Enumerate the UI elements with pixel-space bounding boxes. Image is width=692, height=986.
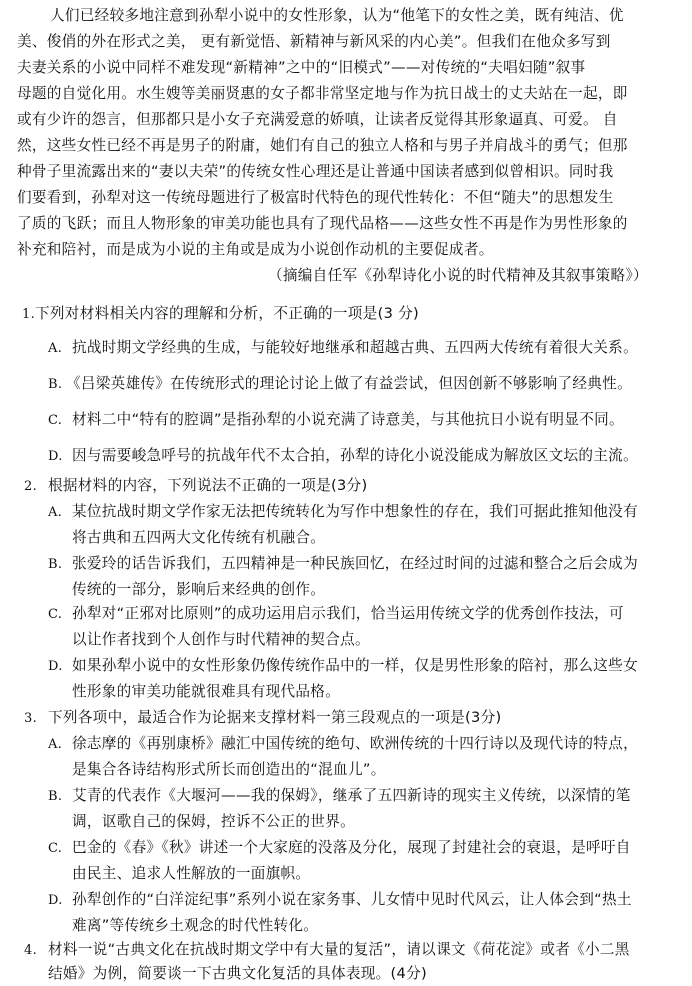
option-d-continued: 难离”等传统乡土观念的时代性转化。 (72, 917, 319, 934)
option-label: A. (48, 737, 63, 752)
option-c (48, 604, 624, 625)
question-stem (24, 476, 367, 497)
option-text: 《吕梁英雄传》在传统形式的理论讨论上做了有益尝试，但因创新不够影响了经典性。 (66, 375, 632, 392)
passage-line: 种骨子里流露出来的“妻以夫荣”的传统女性心理还是让普通中国读者感到似曾相识。同时我 (17, 163, 614, 180)
option-label: D. (48, 659, 63, 674)
option-text: 孙犁对“正邪对比原则”的成功运用启示我们，恰当运用传统文学的优秀创作技法，可 (72, 605, 624, 622)
passage-line: 补充和陪衬，而是成为小说的主角或是成为小说创作动机的主要促成者。 (17, 241, 494, 258)
option-b (48, 374, 632, 395)
option-label: A. (48, 505, 63, 520)
option-text: 抗战时期文学经典的生成，与能较好地继承和超越古典、五四两大传统有着很大关系。 (72, 339, 638, 356)
option-text: 孙犁创作的“白洋淀纪事”系列小说在家务事、儿女情中见时代风云，让人体会到“热土 (72, 891, 632, 908)
option-label: C. (48, 841, 63, 856)
option-a (48, 734, 638, 755)
passage-line: 然，这些女性已经不再是男子的附庸，她们有自己的独立人格和与男子并肩战斗的勇气；但那 (17, 137, 628, 154)
question-number: 2. (24, 479, 38, 494)
option-label: C. (48, 413, 63, 428)
question-stem (22, 304, 419, 325)
option-text: 材料二中“特有的腔调”是指孙犁的小说充满了诗意美，与其他抗日小说有明显不同。 (72, 411, 624, 428)
option-c-continued: 由民主、追求人性解放的一面旗帜。 (72, 865, 311, 882)
option-d (48, 890, 632, 911)
option-text: 艾青的代表作《大堰河——我的保姆》，继承了五四新诗的现实主义传统，以深情的笔 (72, 787, 631, 804)
option-label: D. (48, 893, 63, 908)
passage-line: 或有少许的怨言，但那都只是小女子充满爱意的娇嗔，让读者反觉得其形象逼真、可爱。 自 (17, 111, 618, 128)
option-b-continued: 调，讴歌自己的保姆，控诉不公正的世界。 (72, 813, 355, 830)
passage-line: 们要看到，孙犁对这一传统母题进行了极富时代特色的现代性转化：不但“随夫”的思想发生 (17, 189, 614, 206)
option-a-continued: 将古典和五四两大文化传统有机融合。 (72, 529, 326, 546)
option-text: 徐志摩的《再别康桥》融汇中国传统的绝句、欧洲传统的十四行诗以及现代诗的特点， (72, 735, 638, 752)
option-a (48, 502, 638, 523)
option-a-continued: 是集合各诗结构形式所长而创造出的“混血儿”。 (72, 761, 386, 778)
option-text: 巴金的《春》《秋》讲述一个大家庭的没落及分化，展现了封建社会的衰退，是呼吁自 (72, 839, 631, 856)
option-label: B. (48, 377, 63, 392)
option-b (48, 554, 638, 575)
option-c (48, 838, 631, 859)
passage-line: 美、俊俏的外在形式之美， 更有新觉悟、新精神与新风采的内心美”。但我们在他众多写到 (17, 33, 611, 50)
question-stem (24, 940, 630, 961)
option-label: A. (48, 341, 63, 356)
question-text: 根据材料的内容，下列说法不正确的一项是(3分) (48, 477, 368, 494)
question-number: 3. (24, 711, 38, 726)
question-stem (24, 708, 502, 729)
passage-source: （摘编自任军《孙犁诗化小说的时代精神及其叙事策略》） (268, 267, 648, 284)
question-text: 下列各项中，最适合作为论据来支撑材料一第三段观点的一项是(3分) (48, 709, 502, 726)
passage-line: 夫妻关系的小说中同样不难发现“新精神”之中的“旧模式”——对传统的“夫唱妇随”叙事 (17, 59, 586, 76)
option-label: B. (48, 789, 63, 804)
option-text: 张爱玲的话告诉我们，五四精神是一种民族回忆，在经过时间的过滤和整合之后会成为 (72, 555, 638, 572)
option-label: D. (48, 449, 63, 464)
question-number: 1. (22, 307, 36, 322)
passage-line: 母题的自觉化用。水生嫂等美丽贤惠的女子都非常坚定地与作为抗日战士的丈夫站在一起，即 (17, 85, 628, 102)
option-a (48, 338, 638, 359)
question-text: 材料一说“古典文化在抗战时期文学中有大量的复活”，请以课文《荷花淀》或者《小二黑 (48, 941, 630, 958)
option-text: 因与需要峻急呼号的抗战年代不太合拍，孙犁的诗化小说没能成为解放区文坛的主流。 (72, 447, 638, 464)
option-d-continued: 性形象的审美功能就很难具有现代品格。 (72, 683, 341, 700)
passage-line: 人们已经较多地注意到孙犁小说中的女性形象，认为“他笔下的女性之美，既有纯洁、优 (50, 7, 624, 24)
option-text: 如果孙犁小说中的女性形象仍像传统作品中的一样，仅是男性形象的陪衬，那么这些女 (72, 657, 638, 674)
option-d (48, 446, 638, 467)
passage-line: 了质的飞跃；而且人物形象的审美功能也具有了现代品格——这些女性不再是作为男性形象的 (17, 215, 628, 232)
option-label: C. (48, 607, 63, 622)
question-text: 下列对材料相关内容的理解和分析，不正确的一项是(3 分) (35, 305, 419, 322)
option-c-continued: 以让作者找到个人创作与时代精神的契合点。 (72, 631, 370, 648)
option-label: B. (48, 557, 63, 572)
option-d (48, 656, 638, 677)
option-b-continued: 传统的一部分，影响后来经典的创作。 (72, 581, 326, 598)
option-c (48, 410, 624, 431)
question-stem-continued: 结婚》为例，简要谈一下古典文化复活的具体表现。(4分) (48, 965, 428, 982)
option-text: 某位抗战时期文学作家无法把传统转化为写作中想象性的存在，我们可据此推知他没有 (72, 503, 638, 520)
question-number: 4. (24, 943, 38, 958)
option-b (48, 786, 631, 807)
